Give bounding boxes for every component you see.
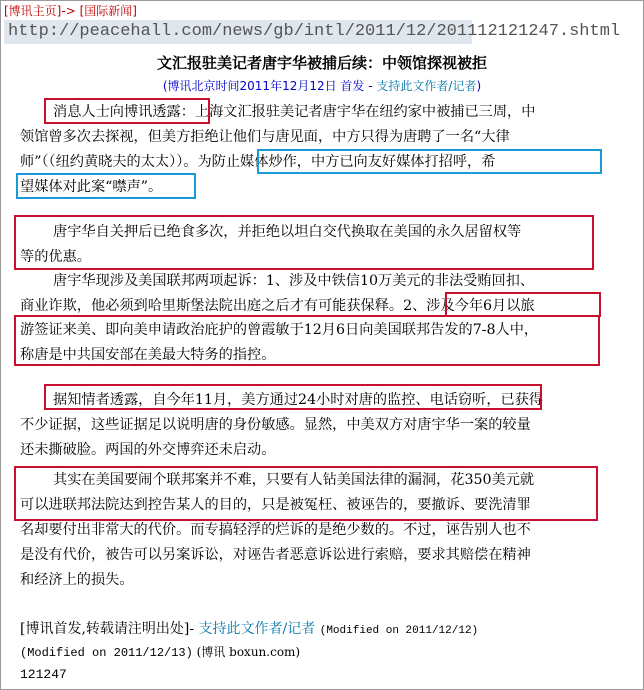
paragraph-5-line-4: 是没有代价，被告可以另案诉讼，对诬告者恶意诉讼进行索赔，要求其赔偿在精神 — [20, 547, 531, 563]
paragraph-4-line-2: 不少证据，这些证据足以说明唐的身份敏感。显然，中美双方对唐宇华一案的较量 — [20, 417, 531, 433]
paragraph-3-line-3: 游签证来美、即向美申请政治庇护的曾霞敏于12月6日向美国联邦告发的7-8人中， — [20, 322, 539, 338]
paragraph-3-line-2: 商业诈欺，他必须到哈里斯堡法院出庭之后才有可能获保释。2、涉及今年6月以旅 — [20, 298, 535, 314]
paragraph-1-line-2: 领馆曾多次去探视，但美方拒绝让他们与唐见面，中方只得为唐聘了一名“大律 — [20, 129, 510, 145]
url-bar: http://peacehall.com/news/gb/intl/2011/12/201112121247.shtml — [4, 20, 472, 44]
highlight-box-media-silence-1 — [257, 149, 602, 174]
breadcrumb-section-link[interactable]: [国际新闻] — [79, 4, 137, 18]
repost-notice: [博讯首发,转载请注明出处]- — [20, 621, 195, 637]
highlight-box-source — [44, 98, 210, 124]
breadcrumb-separator: -> — [61, 4, 76, 18]
byline-close: ) — [476, 79, 482, 93]
article-title: 文汇报驻美记者唐宇华被捕后续：中领馆探视被拒 — [156, 54, 487, 72]
highlight-box-hunger-strike — [14, 215, 594, 270]
paragraph-4-line-3: 还未撕破脸。两国的外交博弈还未启动。 — [20, 442, 276, 458]
paragraph-5-line-1: 其实在美国要闹个联邦案并不难，只要有人钻美国法律的漏洞，花350美元就 — [53, 472, 535, 488]
paragraph-3-line-4: 称唐是中共国安部在美最大特务的指控。 — [20, 347, 276, 363]
source-label: (博讯 boxun.com) — [196, 645, 301, 659]
modified-date-1: (Modified on 2011/12/12) — [319, 625, 479, 637]
footer-modified — [20, 643, 300, 660]
paragraph-5-line-3: 名却要付出非常大的代价。而专搞轻浮的烂诉的是绝少数的。不过，诬告别人也不 — [20, 522, 531, 538]
paragraph-1-line-1: 消息人士向博讯透露：上海文汇报驻美记者唐宇华在纽约家中被捕已三周，中 — [53, 104, 536, 120]
article-id: 121247 — [20, 667, 67, 682]
footer-notice — [20, 618, 478, 638]
highlight-box-federal-case — [14, 466, 598, 521]
paragraph-2-line-2: 等的优惠。 — [20, 249, 91, 265]
paragraph-2-line-1: 唐宇华自关押后已绝食多次，并拒绝以坦白交代换取在美国的永久居留权等 — [53, 224, 522, 240]
modified-date-2: (Modified on 2011/12/13) — [20, 646, 193, 660]
paragraph-1-line-4: 望媒体对此案“噤声”。 — [20, 179, 163, 195]
byline-date: (博讯北京时间2011年12月12日 首发 - — [162, 79, 373, 93]
breadcrumb — [4, 2, 137, 19]
highlight-box-media-silence-2 — [16, 173, 196, 199]
highlight-box-surveillance — [44, 384, 542, 410]
highlight-box-charge-2 — [14, 315, 600, 366]
paragraph-3-line-1: 唐宇华现涉及美国联邦两项起诉：1、涉及中铁信10万美元的非法受贿回扣、 — [53, 273, 535, 289]
article-byline — [0, 77, 644, 94]
highlight-box-charge-2-start — [445, 292, 601, 317]
footer-support-link[interactable]: 支持此文作者/记者 — [198, 621, 316, 637]
paragraph-1-line-3: 师”（（纽约黄晓夫的太太））。为防止媒体炒作，中方已向友好媒体打招呼，希 — [20, 154, 496, 170]
paragraph-5-line-2: 可以进联邦法院达到控告某人的目的，只是被冤枉、被诬告的，要撤诉、要洗清罪 — [20, 497, 531, 513]
breadcrumb-home-link[interactable]: [博讯主页] — [4, 4, 62, 18]
support-author-link[interactable]: 支持此文作者/记者 — [376, 79, 477, 93]
paragraph-4-line-1: 据知情者透露，自今年11月，美方通过24小时对唐的监控、电话窃听，已获得 — [53, 392, 544, 408]
paragraph-5-line-5: 和经济上的损失。 — [20, 572, 134, 588]
